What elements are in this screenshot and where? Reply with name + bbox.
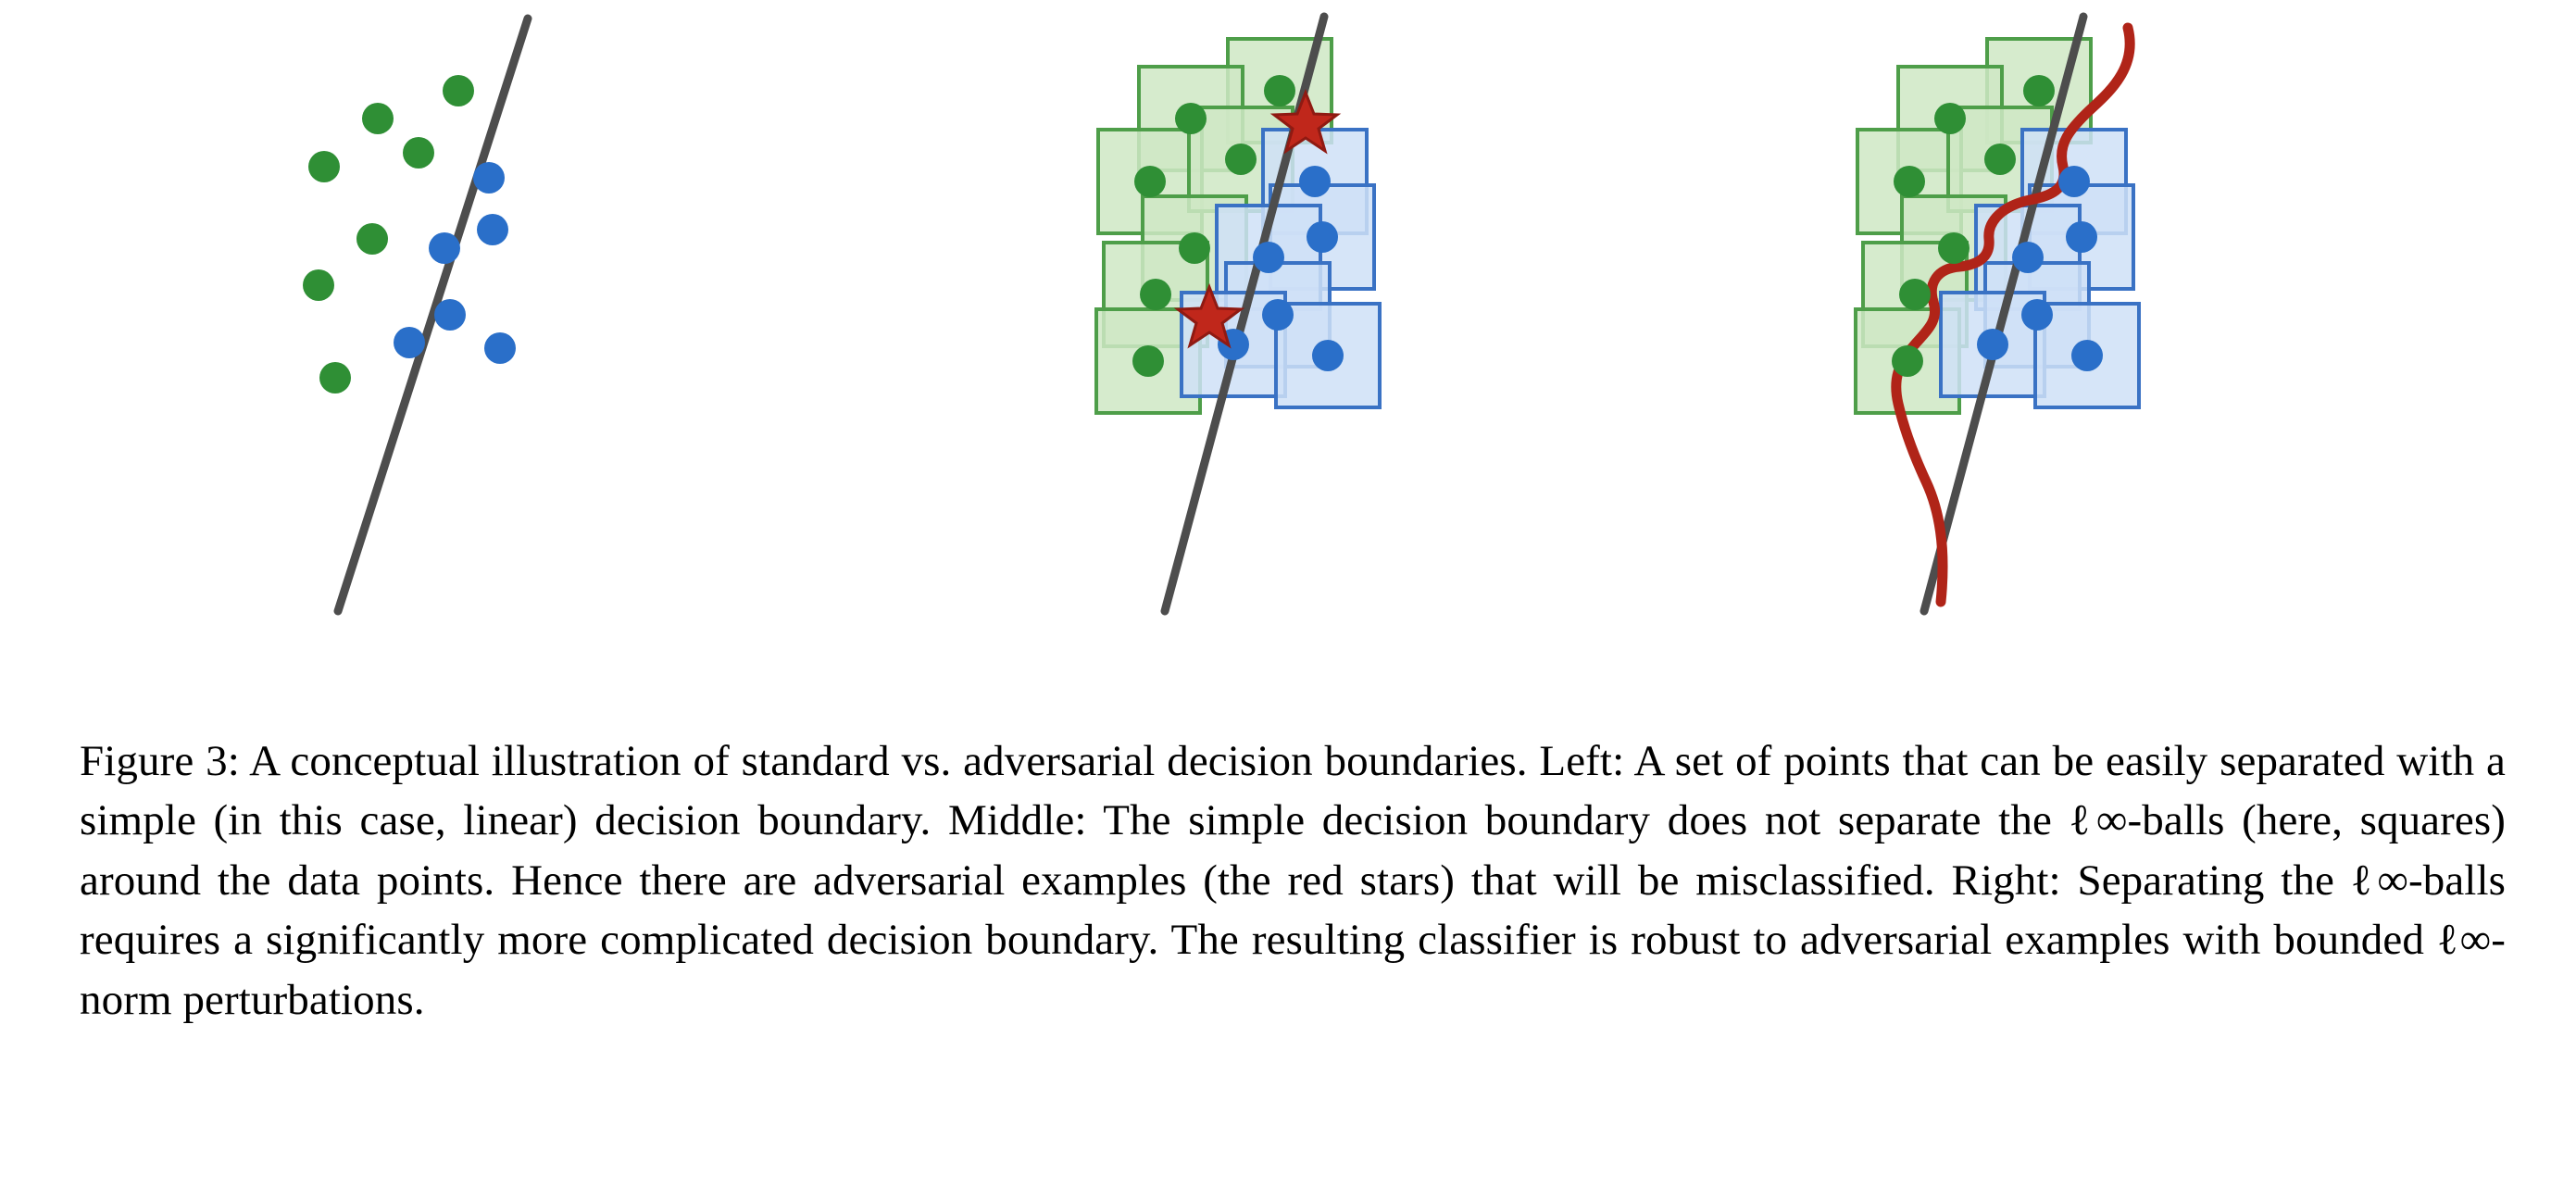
figure-caption-text: A conceptual illustration of standard vs. adversarial decision boundaries. Left: A set of points that can be easily separated with a simple (in this case, linear) decision boundary. Middle: The simple decision boundary does not separate the ℓ∞-balls (here, squares) around the data points. Hence there are adversarial examples (the red stars) that will be misclassified. Right: Separating the ℓ∞-balls requires a significantly more complicated decision boundary. The resulting classifier is robust to adversarial examples with bounded ℓ∞-norm perturbations. bbox=[80, 737, 2507, 1024]
panel-left-standard-boundary bbox=[130, 0, 944, 685]
linear-decision-boundary bbox=[338, 19, 528, 611]
figure-label: Figure 3: bbox=[80, 737, 240, 785]
blue-class-points bbox=[394, 162, 516, 364]
panel-middle-linf-balls bbox=[935, 0, 1750, 685]
panel-right-robust-boundary bbox=[1694, 0, 2509, 685]
figure-caption bbox=[80, 731, 2506, 1030]
